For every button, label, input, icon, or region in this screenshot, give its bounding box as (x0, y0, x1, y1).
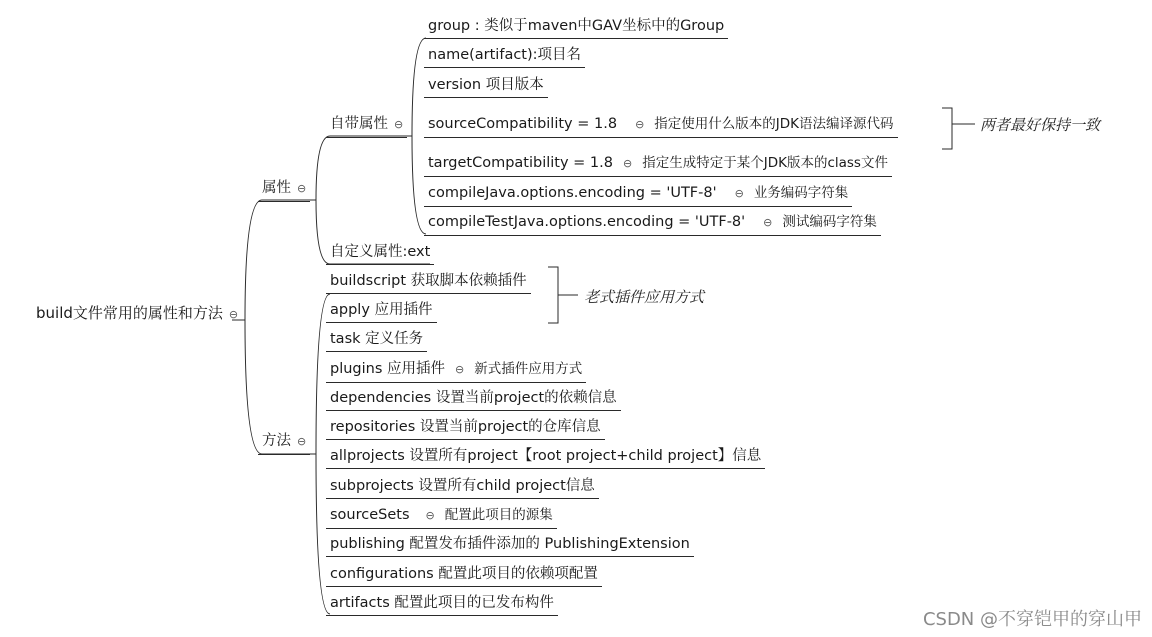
item-label: compileTestJava.options.encoding = 'UTF-8' (428, 214, 746, 230)
method-item-sourcesets[interactable] (326, 506, 557, 529)
method-item-publishing[interactable] (326, 535, 694, 557)
item-label: task 定义任务 (330, 331, 424, 347)
method-item-plugins[interactable] (326, 360, 586, 383)
method-item-task[interactable] (326, 330, 427, 352)
builtin-item-name[interactable] (424, 46, 585, 68)
callout-compat: 两者最好保持一致 (980, 116, 1101, 134)
builtin-item-compile-encoding[interactable] (424, 184, 852, 207)
branch-attributes[interactable] (258, 179, 310, 202)
item-label: compileJava.options.encoding = 'UTF-8' (428, 185, 717, 201)
item-note: 测试编码字符集 (782, 214, 877, 230)
branch-attributes-label: 属性 (262, 180, 291, 196)
branch-methods-label: 方法 (262, 433, 291, 449)
item-note: 业务编码字符集 (753, 185, 849, 201)
item-label: dependencies 设置当前project的依赖信息 (330, 390, 617, 406)
node-builtin-attributes[interactable] (326, 115, 407, 138)
method-item-repositories[interactable] (326, 418, 605, 440)
item-label: artifacts 配置此项目的已发布构件 (330, 595, 554, 611)
callout-old-plugins: 老式插件应用方式 (584, 288, 705, 306)
node-custom-attributes[interactable] (326, 243, 434, 265)
custom-attributes-label: 自定义属性:ext (330, 244, 431, 260)
builtin-attributes-label: 自带属性 (330, 116, 388, 132)
collapse-icon[interactable]: ⊖ (297, 435, 307, 448)
method-item-dependencies[interactable] (326, 389, 621, 411)
collapse-icon[interactable]: ⊖ (425, 509, 435, 522)
item-label: buildscript 获取脚本依赖插件 (330, 273, 527, 289)
method-item-artifacts[interactable] (326, 594, 558, 616)
method-item-subprojects[interactable] (326, 477, 599, 499)
collapse-icon[interactable]: ⊖ (228, 308, 239, 321)
item-label: version 项目版本 (428, 77, 544, 93)
item-note: 配置此项目的源集 (444, 507, 553, 523)
item-note: 指定生成特定于某个JDK版本的class文件 (642, 155, 888, 171)
builtin-item-version[interactable] (424, 76, 548, 98)
item-label: repositories 设置当前project的仓库信息 (330, 419, 601, 435)
method-item-apply[interactable] (326, 301, 437, 323)
item-label: subprojects 设置所有child project信息 (330, 478, 595, 494)
builtin-item-source-compatibility[interactable] (424, 115, 898, 138)
item-label: plugins 应用插件 (330, 361, 446, 377)
collapse-icon[interactable]: ⊖ (635, 118, 645, 131)
item-label: allprojects 设置所有project【root project+child project】信息 (330, 448, 762, 464)
collapse-icon[interactable]: ⊖ (455, 363, 465, 376)
collapse-icon[interactable]: ⊖ (734, 187, 744, 200)
root-label: build文件常用的属性和方法 (36, 304, 223, 322)
collapse-icon[interactable]: ⊖ (394, 118, 404, 131)
builtin-item-compile-test-encoding[interactable] (424, 213, 881, 236)
method-item-configurations[interactable] (326, 565, 602, 587)
branch-methods[interactable] (258, 432, 310, 455)
item-label: targetCompatibility = 1.8 (428, 155, 613, 171)
item-label: configurations 配置此项目的依赖项配置 (330, 566, 598, 582)
builtin-item-group[interactable] (424, 17, 728, 39)
item-label: name(artifact):项目名 (428, 47, 582, 63)
collapse-icon[interactable]: ⊖ (297, 182, 307, 195)
item-label: apply 应用插件 (330, 302, 433, 318)
item-label: publishing 配置发布插件添加的 PublishingExtension (330, 536, 690, 552)
root-node[interactable] (32, 304, 242, 327)
builtin-item-target-compatibility[interactable] (424, 154, 892, 177)
item-note: 指定使用什么版本的JDK语法编译源代码 (654, 116, 894, 132)
collapse-icon[interactable]: ⊖ (623, 157, 633, 170)
method-item-buildscript[interactable] (326, 272, 531, 294)
item-label: sourceCompatibility = 1.8 (428, 116, 618, 132)
item-note: 新式插件应用方式 (474, 361, 583, 377)
collapse-icon[interactable]: ⊖ (763, 216, 773, 229)
item-label: sourceSets (330, 507, 410, 523)
watermark: CSDN @不穿铠甲的穿山甲 (922, 609, 1142, 630)
method-item-allprojects[interactable] (326, 447, 765, 469)
item-label: group : 类似于maven中GAV坐标中的Group (428, 18, 725, 34)
